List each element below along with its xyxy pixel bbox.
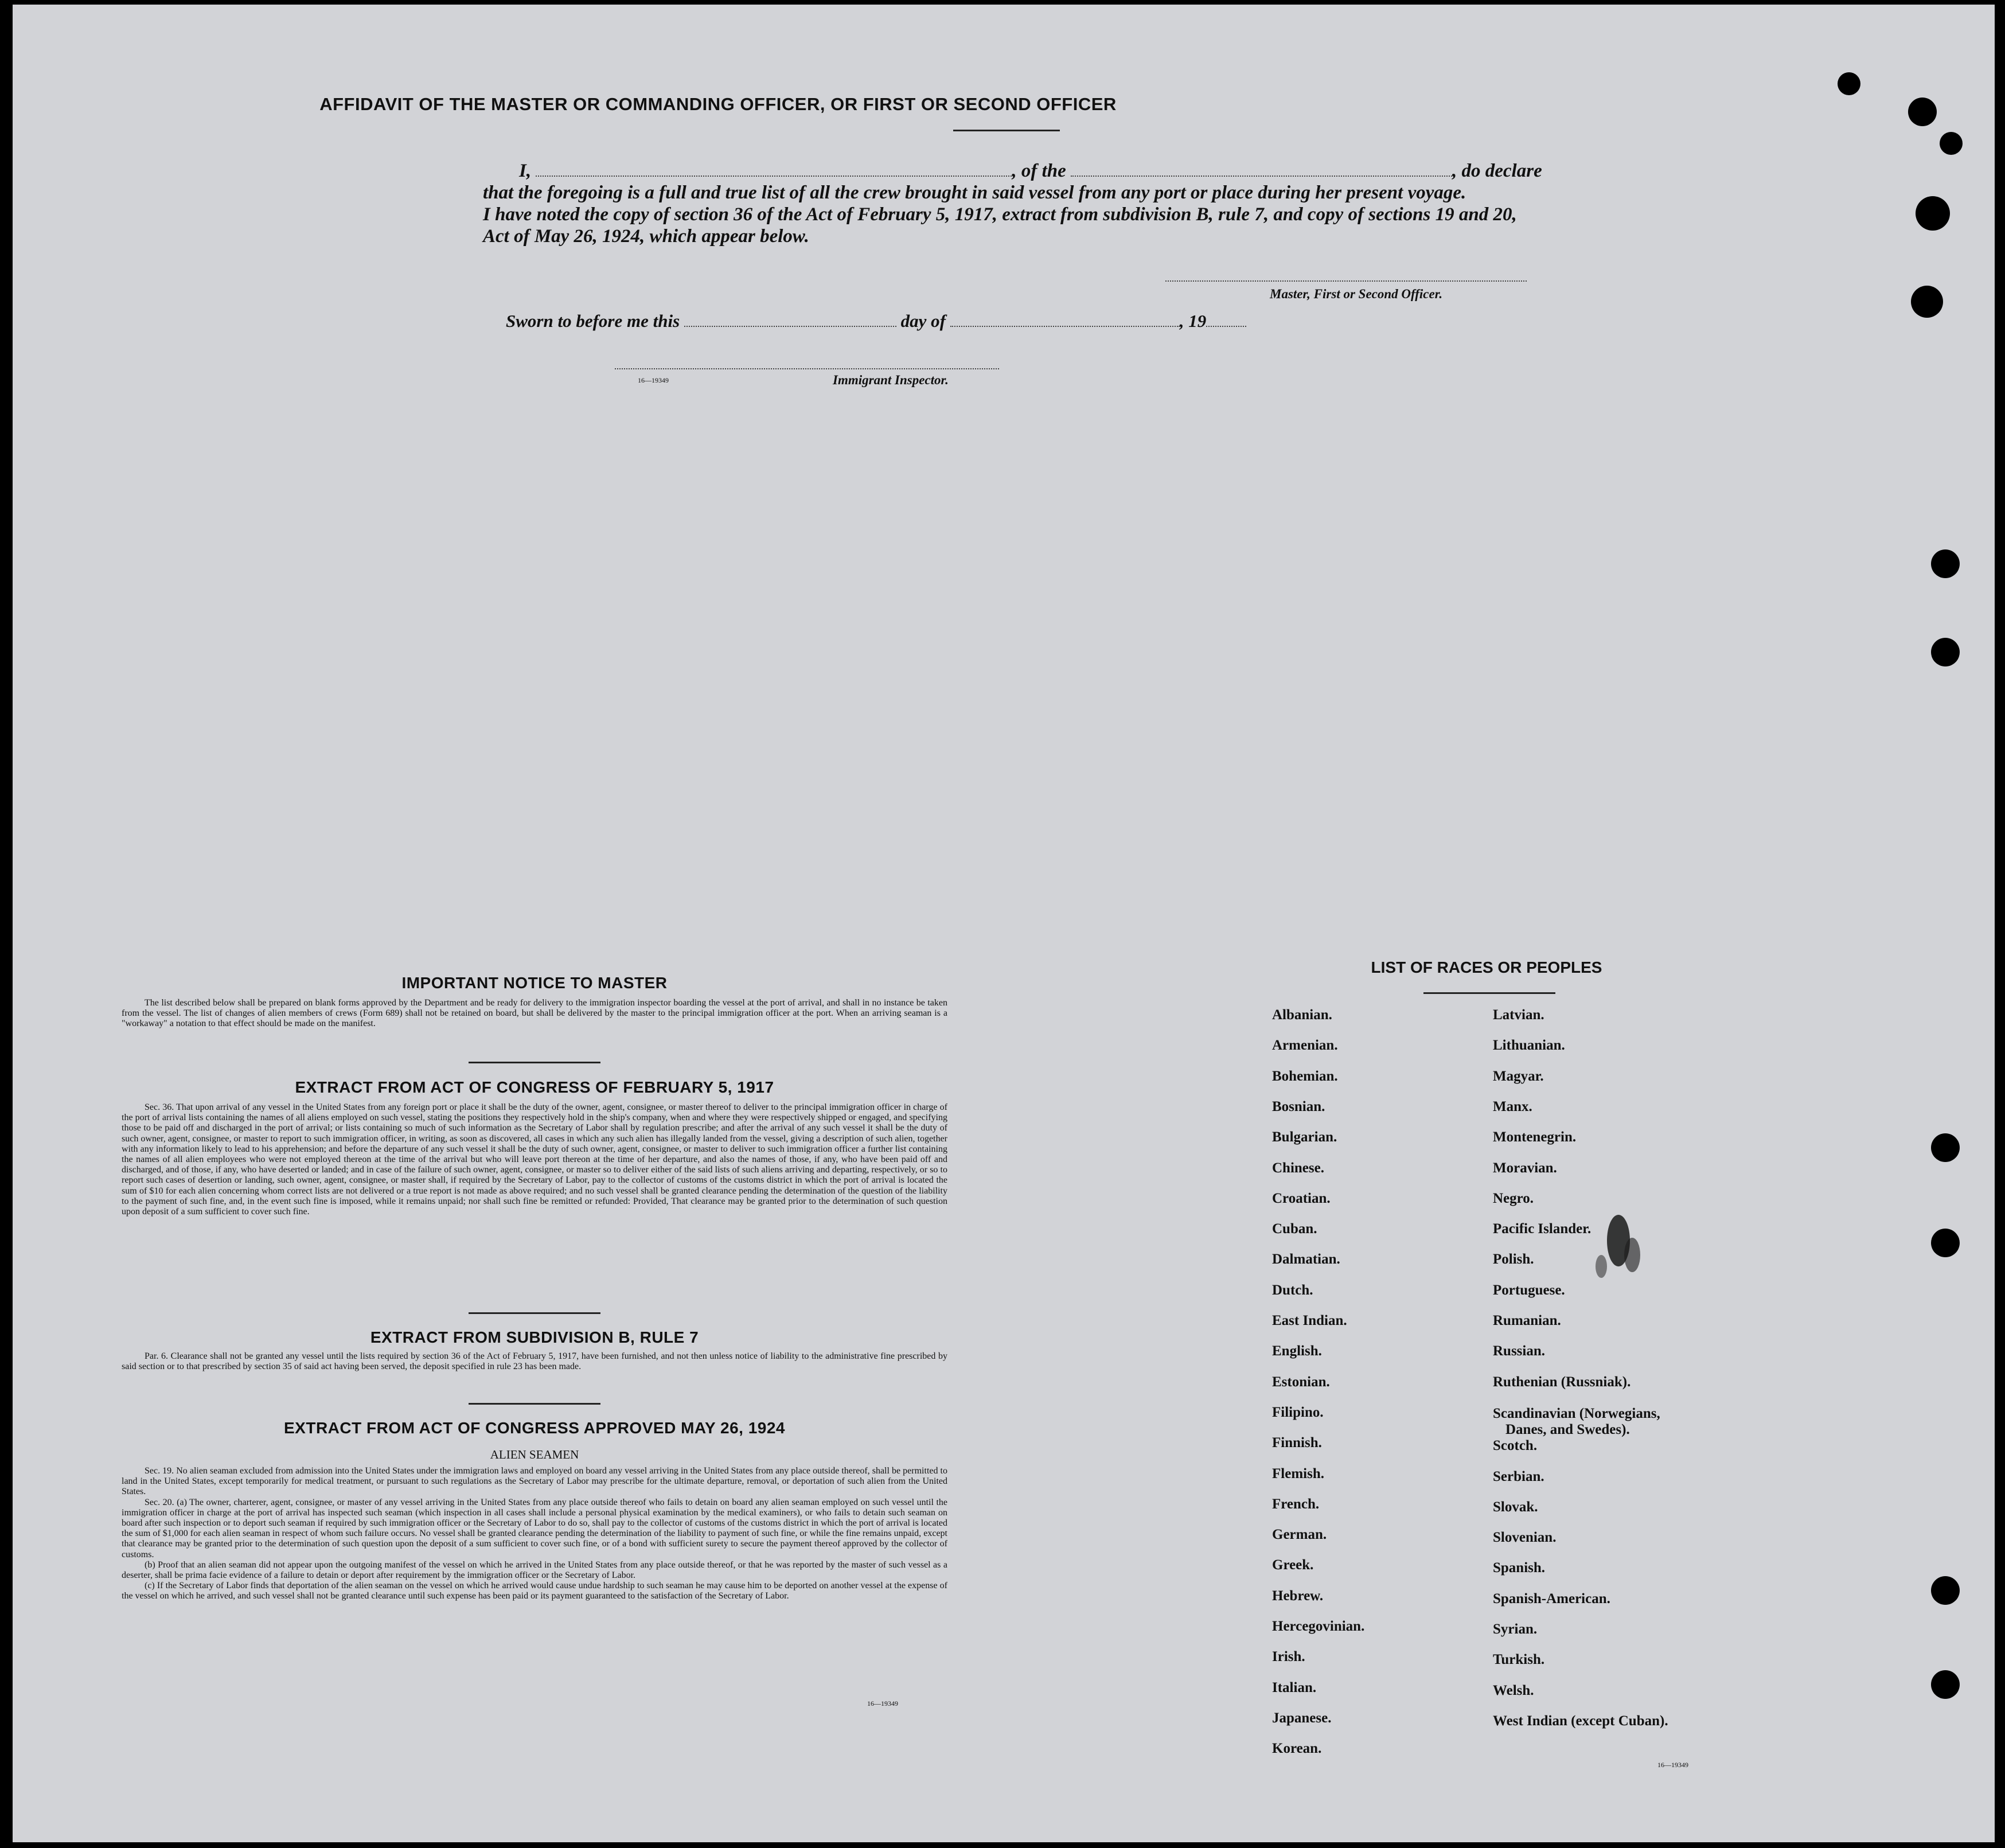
affidavit-of-label: , of the	[1012, 161, 1066, 181]
sworn-line	[506, 311, 1246, 332]
race-item: Finnish.	[1272, 1435, 1322, 1451]
race-item: Scandinavian (Norwegians,	[1493, 1405, 1660, 1421]
race-item: Magyar.	[1493, 1068, 1544, 1084]
title-divider	[953, 130, 1060, 131]
race-item: Manx.	[1493, 1098, 1532, 1114]
extract-1917-text: Sec. 36. That upon arrival of any vessel in the United States from any foreign port or place it shall be the duty of the owner, agent, consignee, or master thereof to deliver to the principal immigration officer in charge of the port of arrival lists containing the names of all aliens employed on such vessel, stating the positions they respectively hold in the ship's company, when and where they were respectively shipped or engaged, and specifying those to be paid off and discharged in the port of arrival; or lists containing so much of such information as the Secretary of Labor shall by regulation prescribe; and after the arrival of any such vessel it shall be the duty of such owner, agent, consignee, or master to report to such immigration officer, in writing, as soon as discovered, all cases in which any such alien has illegally landed from the vessel, giving a description of such alien, together with any information likely to lead to his apprehension; and before the departure of any such vessel it shall be the duty of such owner, agent, consignee, or master to deliver to such immigration officer a further list containing the names of all alien employees who were not employed thereon at the time of the arrival but who will leave port thereon at the time of her departure, and also the names of those, if any, who have been paid off and discharged, and of those, if any, who have deserted or landed; and in case of the failure of such owner, agent, consignee, or master so to deliver either of the said lists of such aliens arriving and departing, respectively, or so to report such cases of desertion or landing, such owner, agent, consignee, or master shall, if required by the Secretary of Labor, pay to the collector of customs of the customs district in which the port of arrival is located the sum of $10 for each alien concerning whom correct lists are not delivered or a true report is not made as above required; and no such vessel shall be granted clearance pending the determination of the question of the liability to the payment of such fine, and, in the event such fine is imposed, while it remains unpaid; nor shall such fine be remitted or refunded: Provided, That clearance may be granted prior to the determination of such question upon deposit of a sum sufficient to cover such fine.	[122, 1102, 947, 1217]
race-item: Italian.	[1272, 1679, 1317, 1695]
affidavit-line-1	[519, 161, 1542, 182]
extract-1924-text	[122, 1466, 947, 1602]
affidavit-declare-label: , do declare	[1452, 161, 1542, 181]
race-item: Pacific Islander.	[1493, 1221, 1591, 1237]
sec-20c-text: (c) If the Secretary of Labor finds that deportation of the alien seaman on the vessel on which he arrived would cause undue hardship to such seaman he may cause him to be deported on another vessel at the expense of the vessel on which he arrived, and such vessel shall not be granted clearance until such expense has been paid or its payment guaranteed to the satisfaction of the Secretary of Labor.	[122, 1581, 947, 1601]
sworn-prefix: Sworn to before me this	[506, 311, 680, 331]
sec-19-text: Sec. 19. No alien seaman excluded from admission into the United States under the immigration laws and employed on board any vessel arriving in the United States from any place outside thereof, shall be permitted to land in the United States, except temporarily for medical treatment, or pursuant to such regulations as the Secretary of Labor may prescribe for the ultimate departure, removal, or deportation of such alien from the United States.	[122, 1466, 947, 1497]
notice-text: The list described below shall be prepared on blank forms approved by the Department and be ready for delivery to the immigration inspector boarding the vessel at the port of arrival, and shall in no instance be taken from the vessel. The list of changes of alien members of crews (Form 689) shall not be retained on board, but shall be delivered by the master to the principal immigration officer at the port. When an arriving seaman is a "workaway" a notation to that effect should be made on the manifest.	[122, 998, 947, 1029]
affidavit-title: AFFIDAVIT OF THE MASTER OR COMMANDING OFFICER, OR FIRST OR SECOND OFFICER	[319, 94, 1117, 114]
race-item: Korean.	[1272, 1741, 1322, 1757]
affidavit-line-3: I have noted the copy of section 36 of the Act of February 5, 1917, extract from subdivision B, rule 7, and copy of sections 19 and 20,	[483, 204, 1517, 225]
race-item: Greek.	[1272, 1557, 1314, 1573]
race-item: Bulgarian.	[1272, 1129, 1337, 1145]
race-item: Rumanian.	[1493, 1313, 1561, 1328]
extract-1917-title: EXTRACT FROM ACT OF CONGRESS OF FEBRUARY 5, 1917	[295, 1078, 774, 1096]
sec-20a-text: Sec. 20. (a) The owner, charterer, agent, consignee, or master of any vessel arriving in the United States from any place outside thereof who fails to detain on board any alien seaman employed on such vessel until the immigration officer in charge at the port of arrival has inspected such seaman (which inspection in all cases shall include a personal physical examination by the medical examiners), or who fails to detain such seaman on board after such inspection or to deport such seaman if required by such immigration officer or the Secretary of Labor to do so, shall pay to the collector of customs of the customs district in which the port of arrival is located the sum of $1,000 for each alien seaman in respect of whom such failure occurs. No vessel shall be granted clearance pending the determination of the liability to payment of such fine, or while the fine remains unpaid, except that clearance may be granted prior to the determination of such question upon the deposit of a sum sufficient to cover such fine, or of a bond with sufficient surety to secure the payment thereof approved by the collector of customs.	[122, 1497, 947, 1560]
name-blank	[536, 173, 1012, 177]
sworn-day-of: day of	[900, 311, 946, 331]
punch-hole	[1931, 1229, 1960, 1257]
race-item: Portuguese.	[1493, 1282, 1565, 1298]
punch-hole	[1940, 132, 1963, 155]
affidavit-form-number: 16—19349	[638, 376, 669, 384]
race-item: Hercegovinian.	[1272, 1619, 1365, 1634]
race-item: French.	[1272, 1496, 1320, 1512]
punch-hole	[1931, 1576, 1960, 1605]
punch-hole	[1931, 638, 1960, 666]
race-item: Russian.	[1493, 1343, 1546, 1359]
races-title: LIST OF RACES OR PEOPLES	[1371, 958, 1602, 976]
master-signature-line	[1165, 278, 1527, 282]
race-item: Syrian.	[1493, 1621, 1538, 1637]
inspector-label: Immigrant Inspector.	[833, 373, 949, 387]
sworn-month-blank	[950, 323, 1180, 327]
race-item: Dutch.	[1272, 1282, 1313, 1298]
race-item: Polish.	[1493, 1252, 1534, 1268]
notice-title: IMPORTANT NOTICE TO MASTER	[401, 974, 668, 992]
extract-1917-divider	[469, 1312, 600, 1314]
affidavit-line-4: Act of May 26, 1924, which appear below.	[483, 226, 809, 247]
race-item: Scotch.	[1493, 1438, 1538, 1454]
extract-1924-title: EXTRACT FROM ACT OF CONGRESS APPROVED MAY 26, 1924	[284, 1419, 785, 1437]
race-item: Albanian.	[1272, 1007, 1332, 1023]
race-item: Turkish.	[1493, 1652, 1545, 1668]
race-item: Irish.	[1272, 1649, 1305, 1665]
race-item: Moravian.	[1493, 1160, 1557, 1176]
race-item: German.	[1272, 1527, 1327, 1543]
notice-divider	[469, 1062, 600, 1063]
ink-smudge	[1596, 1255, 1607, 1278]
race-item: Chinese.	[1272, 1160, 1324, 1176]
sworn-year-blank	[1206, 323, 1246, 327]
race-item: Estonian.	[1272, 1374, 1330, 1390]
punch-hole	[1931, 549, 1960, 578]
race-item: Hebrew.	[1272, 1588, 1324, 1604]
race-item: Ruthenian (Russniak).	[1493, 1374, 1631, 1390]
punch-hole	[1838, 72, 1860, 95]
race-item: Flemish.	[1272, 1465, 1324, 1481]
alien-seamen-subtitle: ALIEN SEAMEN	[490, 1448, 579, 1461]
master-signature-label: Master, First or Second Officer.	[1270, 287, 1443, 301]
ink-smudge	[1624, 1238, 1640, 1272]
race-item: Montenegrin.	[1493, 1129, 1577, 1145]
race-item: Cuban.	[1272, 1221, 1317, 1237]
race-item: Filipino.	[1272, 1404, 1324, 1420]
race-item: Armenian.	[1272, 1038, 1338, 1054]
inspector-signature-line	[615, 366, 999, 369]
race-item: Danes, and Swedes).	[1505, 1421, 1630, 1437]
race-item: Japanese.	[1272, 1710, 1332, 1726]
sec-20b-text: (b) Proof that an alien seaman did not appear upon the outgoing manifest of the vessel on which he arrived in the United States from any place outside thereof, or that he was reported by the master of such vessel as a deserter, shall be prima facie evidence of a failure to detain or deport after requirement by the immigration officer or the Secretary of Labor.	[122, 1560, 947, 1581]
punch-hole	[1931, 1133, 1960, 1162]
race-item: Latvian.	[1493, 1007, 1544, 1023]
race-item: Spanish-American.	[1493, 1590, 1610, 1607]
race-item: English.	[1272, 1343, 1322, 1359]
punch-hole	[1916, 196, 1950, 231]
race-item: Slovenian.	[1493, 1530, 1557, 1546]
extract-rule7-divider	[469, 1403, 600, 1405]
punch-hole	[1908, 98, 1937, 126]
race-item: West Indian (except Cuban).	[1493, 1713, 1668, 1729]
punch-hole	[1931, 1670, 1960, 1699]
extract-rule7-text: Par. 6. Clearance shall not be granted any vessel until the lists required by section 36 of the Act of February 5, 1917, have been furnished, and not then unless notice of liability to the administrative fine prescribed by said section or to that prescribed by section 35 of said act having been served, the deposit specified in rule 23 has been made.	[122, 1351, 947, 1372]
sworn-day-blank	[684, 323, 896, 327]
race-item: Bohemian.	[1272, 1068, 1338, 1084]
document-page	[13, 5, 1995, 1842]
race-item: East Indian.	[1272, 1313, 1347, 1328]
affidavit-i-label: I,	[519, 161, 532, 181]
affidavit-line-2: that the foregoing is a full and true list of all the crew brought in said vessel from any port or place during her present voyage.	[483, 182, 1466, 203]
race-item: Spanish.	[1493, 1560, 1546, 1576]
race-item: Serbian.	[1493, 1468, 1544, 1484]
extract-rule7-title: EXTRACT FROM SUBDIVISION B, RULE 7	[370, 1328, 699, 1346]
race-item: Negro.	[1493, 1190, 1534, 1206]
race-item: Bosnian.	[1272, 1098, 1325, 1114]
race-item: Lithuanian.	[1493, 1038, 1565, 1054]
race-item: Croatian.	[1272, 1190, 1331, 1206]
sworn-year: , 19	[1179, 311, 1207, 331]
race-item: Welsh.	[1493, 1682, 1534, 1698]
race-item: Slovak.	[1493, 1499, 1538, 1515]
vessel-blank	[1071, 173, 1452, 177]
race-item: Dalmatian.	[1272, 1252, 1340, 1268]
races-divider	[1423, 992, 1555, 994]
extract-form-number: 16—19349	[867, 1699, 898, 1707]
races-form-number: 16—19349	[1657, 1761, 1688, 1769]
punch-hole	[1911, 286, 1943, 318]
